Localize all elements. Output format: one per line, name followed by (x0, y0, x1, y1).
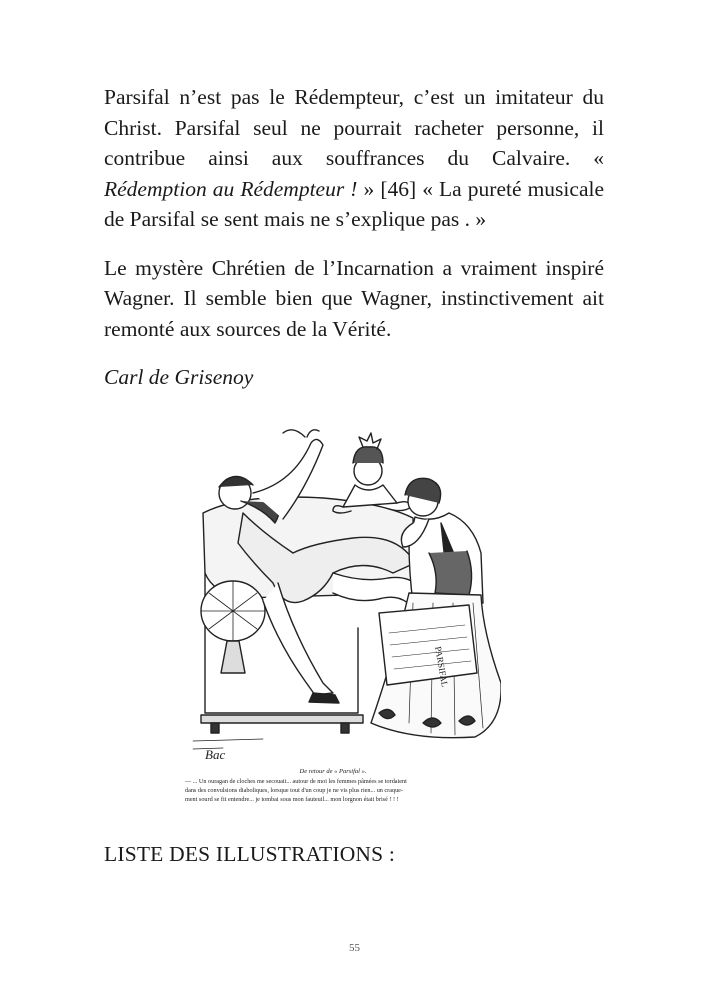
caption-line-2: dans des convulsions diaboliques, lorsque tout d'un coup je ne vis plus rien... un craque- (185, 787, 403, 794)
main-text (104, 82, 604, 392)
paragraph-1-text-b: » [46] « La pureté musicale de Parsifal se sent mais ne s’explique pas . » (104, 176, 604, 231)
caption-line-1: — ... Un ouragan de cloches me secouait... autour de moi les femmes pâmées se tordaient (185, 778, 407, 785)
page-number: 55 (349, 942, 360, 954)
paragraph-2: Le mystère Chrétien de l’Incarnation a vraiment inspiré Wagner. Il semble bien que Wagner, instinctivement ait remonté aux sources de la Vérité. (104, 255, 604, 341)
score-title: PARSIFAL (433, 645, 451, 688)
paragraph-1 (104, 82, 604, 235)
illustrations-heading: LISTE DES ILLUSTRATIONS : (104, 842, 396, 866)
illustration (183, 423, 501, 805)
caption-title: De retour de « Parsifal ». (299, 768, 367, 775)
artist-signature: Bac (205, 747, 226, 762)
paragraph-1-italic: Rédemption au Rédempteur ! (104, 176, 358, 201)
paragraph-1-text-a: Parsifal n’est pas le Rédempteur, c’est un imitateur du Christ. Parsifal seul ne pourrait racheter personne, il contribue ainsi aux souffrances du Calvaire. « (104, 85, 604, 170)
illustration-drawing (183, 423, 501, 805)
signature: Carl de Grisenoy (104, 365, 254, 389)
caption-line-3: ment sourd se fit entendre... je tombai sous mon fauteuil... mon lorgnon était brisé ! ! ! (185, 796, 399, 803)
